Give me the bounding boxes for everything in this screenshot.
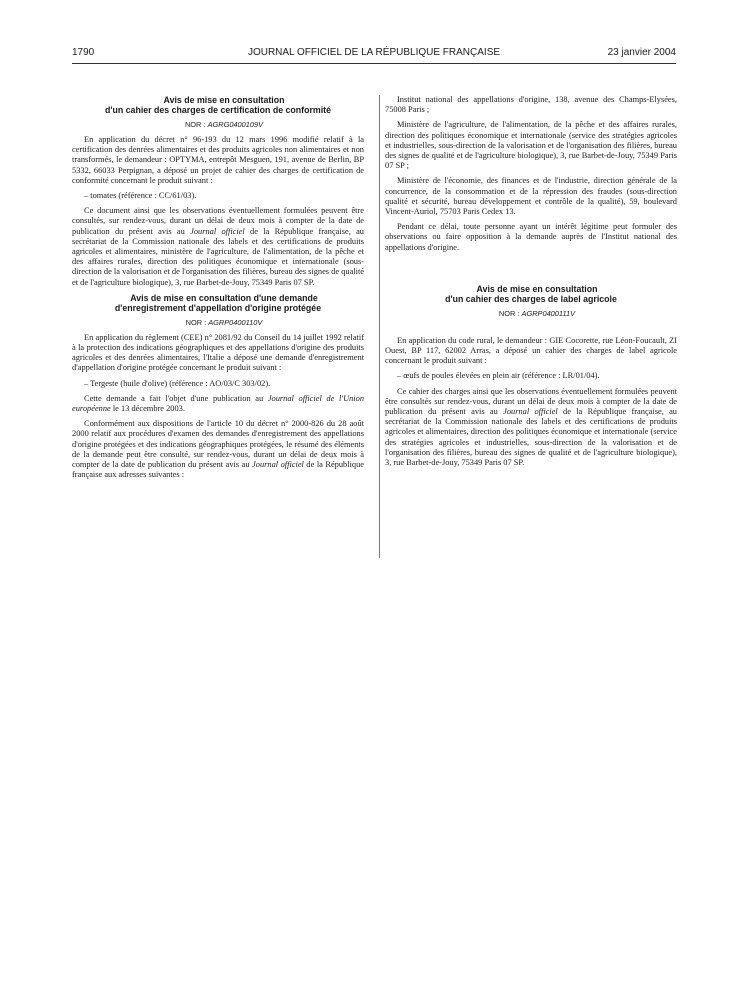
notice-title-line2: d'enregistrement d'appellation d'origine protégée [114, 302, 322, 313]
page-number: 1790 [72, 47, 95, 58]
paragraph-text: Cette demande a fait l'objet d'une publication au [84, 393, 268, 403]
notice-title-line1: Avis de mise en consultation [163, 95, 285, 105]
notice-label-agricole [385, 284, 677, 468]
address-paragraph: Institut national des appellations d'origine, 138, avenue des Champs-Elysées, 75008 Paris ; [385, 95, 677, 115]
paragraph-text: Conformément aux dispositions de l'article 10 du décret n° 2000-826 du 28 août 2000 relatif aux procédures d'examen des demandes d'enregistrement des appellations d'origine protégées et des indications géographiques protégées, le résumé des éléments de la demande peut être consulté, sur rendez-vous, durant un délai de deux mois à compter de la date de publication du présent avis au [72, 419, 364, 470]
nor-reference [72, 120, 364, 130]
paragraph-text: Ce cahier des charges ainsi que les observations éventuellement formulées peuvent être consultés sur rendez-vous, durant un délai de deux mois à compter de la date de publication du présent avis au [385, 386, 677, 417]
paragraph [72, 419, 364, 480]
paragraph: En application du règlement (CEE) n° 2081/92 du Conseil du 14 juillet 1992 relatif à la protection des indications géographiques et des appellations d'origine des produits agricoles et des denrées alimentaires, l'Italie a déposé une demande d'enregistrement d'appellation d'origine protégée concernant le produit suivant : [72, 332, 364, 373]
notice-title-line1: Avis de mise en consultation [476, 283, 598, 294]
issue-date: 23 janvier 2004 [607, 47, 676, 58]
nor-code: AGRP0400111V [521, 308, 576, 318]
nor-label: NOR : [185, 317, 209, 327]
address-paragraph: Ministère de l'agriculture, de l'alimentation, de la pêche et des affaires rurales, direction des politiques économique et internationale (service des stratégies agricoles et industrielles, sous-direction de la valorisation et de l'organisation des filières, bureau des signes de qualité et de l'agriculture biologique), 3, rue Barbet-de-Jouy, 75349 Paris 07 SP ; [385, 120, 677, 171]
journal-reference: Journal officiel [190, 226, 245, 236]
notice-title-line2: d'un cahier des charges de label agricole [445, 293, 617, 304]
column-divider [379, 95, 380, 558]
paragraph-text: de la République française, au secrétariat de la Commission nationale des labels et des certifications de produits agricoles et alimentaires, ministère de l'agriculture, de l'alimentation, de la pêche et des affaires rurales, direction des politiques économique et internationale (sous-direction de la valorisation et de l'organisation des filières, bureau des signes de qualité et de l'agriculture biologique), 3, rue Barbet-de-Jouy, 75349 Paris 07 SP. [72, 226, 364, 287]
paragraph [385, 387, 677, 469]
page-header [72, 47, 676, 61]
product-item: – tomates (référence : CC/61/03). [84, 191, 197, 201]
notice-appellation-origine [72, 293, 364, 481]
journal-title: JOURNAL OFFICIEL DE LA RÉPUBLIQUE FRANÇAISE [247, 47, 501, 58]
paragraph-text: le 13 décembre 2003. [110, 404, 185, 414]
paragraph [72, 206, 364, 288]
left-column [72, 95, 364, 485]
notice-title [72, 293, 364, 313]
paragraph: En application du code rural, le demandeur : GIE Cocorette, rue Léon-Foucault, ZI Ouest, BP 117, 62002 Arras, a déposé un cahier des charges de label agricole concernant le produit suivant : [385, 335, 677, 366]
nor-label: NOR : [498, 308, 522, 318]
paragraph [72, 394, 364, 414]
paragraph-text: de la République française aux adresses suivantes : [72, 460, 364, 480]
paragraph: Pendant ce délai, toute personne ayant un intérêt légitime peut formuler des observations ou faire opposition à la demande auprès de l'Institut national des appellations d'origine. [385, 222, 677, 252]
journal-reference: Journal officiel de l'Union européenne [72, 393, 365, 414]
nor-code: AGRG0400109V [207, 120, 264, 129]
nor-label: NOR : [184, 120, 208, 129]
paragraph-text: de la République française, au secrétariat de la Commission nationale des labels et des certifications de produits agricoles et alimentaires, direction des politiques économique et internationale (service des stratégies agricoles et industrielles, sous-direction de la valorisation et de l'organisation des filières, bureau des signes de qualité et de l'agriculture biologique), 3, rue Barbet-de-Jouy, 75349 Paris 07 SP. [385, 407, 677, 468]
notice-certification-conformite [72, 95, 364, 288]
section-spacer [385, 258, 677, 284]
nor-reference [72, 318, 364, 328]
address-paragraph: Ministère de l'économie, des finances et de l'industrie, direction générale de la concurrence, de la consommation et de la répression des fraudes (sous-direction qualité et sécurité, bureau développement et contrôle de la qualité), 59, boulevard Vincent-Auriol, 75703 Paris Cedex 13. [385, 176, 677, 217]
product-item: – Tergeste (huile d'olive) (référence : AO/03/C 303/02). [84, 378, 271, 388]
paragraph-text: Ce document ainsi que les observations éventuellement formulées peuvent être consultés, sur rendez-vous, durant un délai de deux mois à compter de la date de publication du présent avis au [72, 206, 364, 236]
notice-title-line2: d'un cahier des charges de certification de conformité [105, 105, 331, 115]
notice-title [72, 95, 364, 115]
notice-title [385, 284, 677, 304]
header-rule [72, 63, 676, 64]
journal-reference: Journal officiel [503, 407, 558, 417]
right-column [385, 95, 677, 473]
notice-title-line1: Avis de mise en consultation d'une demande [130, 292, 318, 303]
nor-reference [385, 309, 677, 319]
section-spacer [385, 324, 677, 336]
journal-reference: Journal officiel [252, 460, 304, 470]
nor-code: AGRP0400110V [208, 317, 263, 327]
product-item: – œufs de poules élevées en plein air (référence : LR/01/04). [397, 371, 600, 381]
paragraph: En application du décret n° 96-193 du 12 mars 1996 modifié relatif à la certification des denrées alimentaires et des produits agricoles non alimentaires et non transformés, le demandeur : OPTYMA, entrepôt Mesguen, 191, avenue de Berlin, BP 5332, 66033 Perpignan, a déposé un projet de cahier des charges de certification de conformité concernant le produit suivant : [72, 135, 364, 185]
